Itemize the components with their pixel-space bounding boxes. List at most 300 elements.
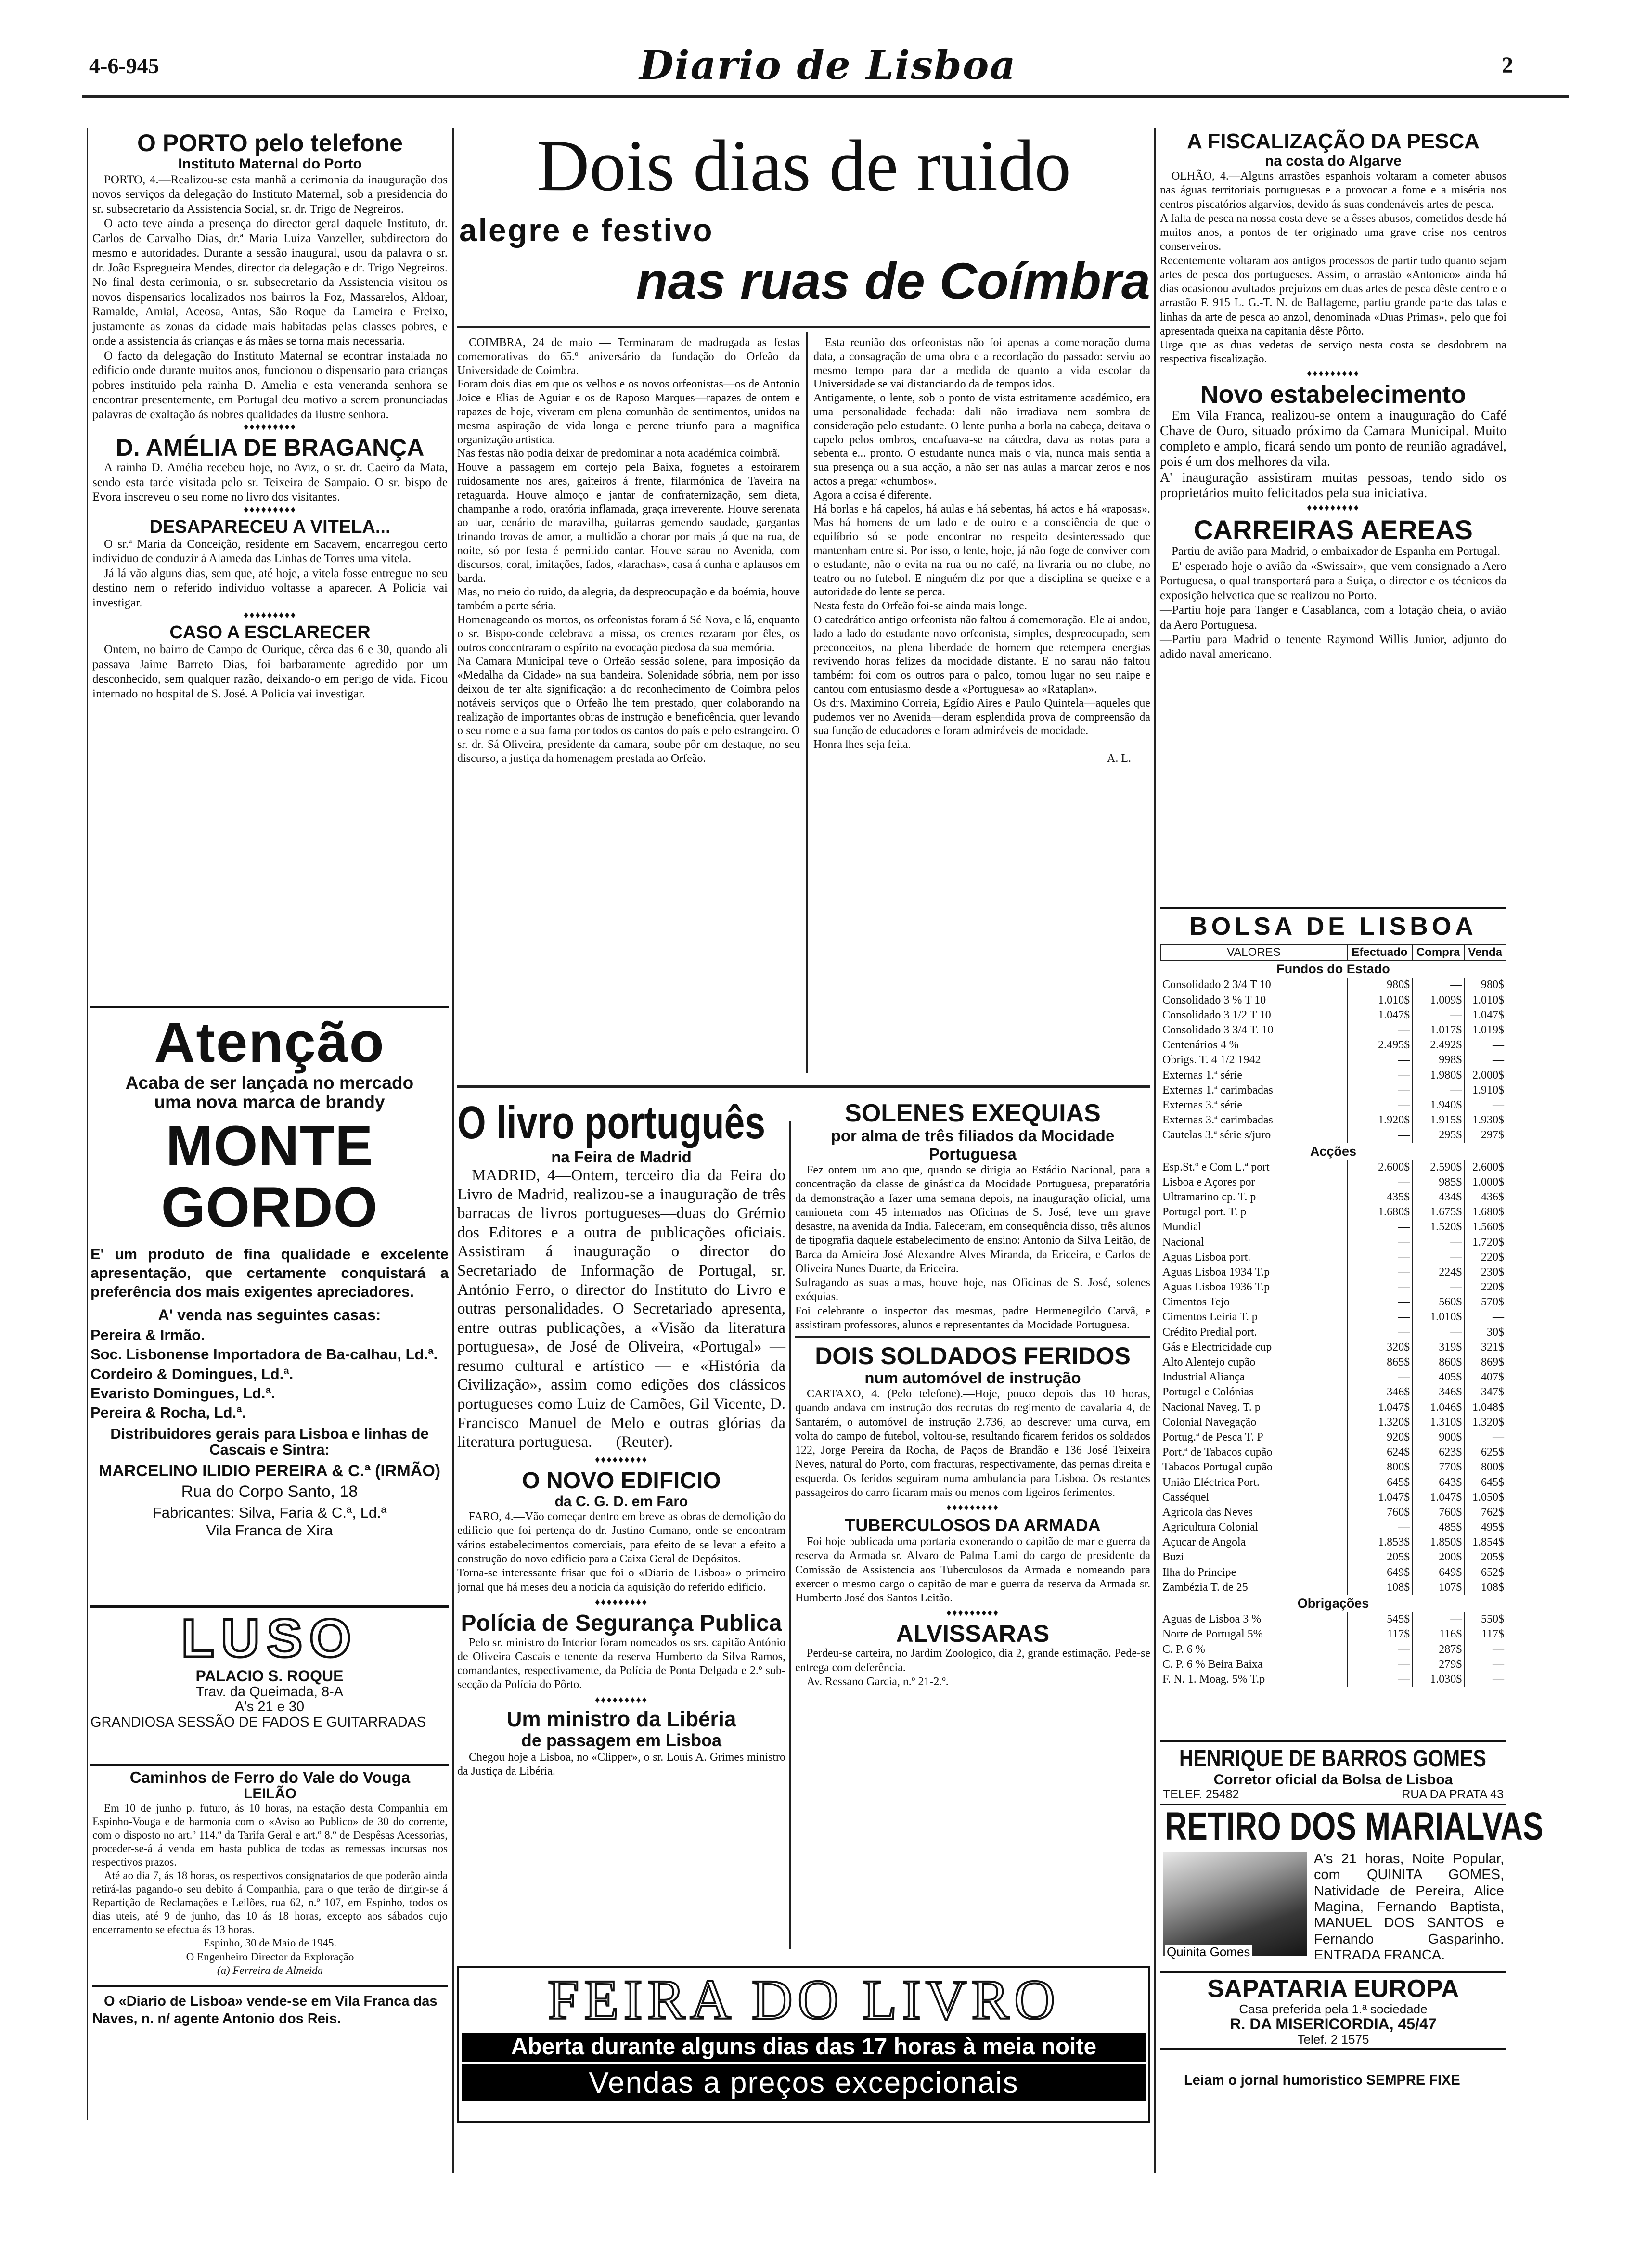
edificio-subhead: da C. G. D. em Faro	[554, 1493, 688, 1509]
caminhos-signature: O Engenheiro Director da Exploração	[186, 1950, 354, 1963]
bolsa-row	[1160, 1430, 1506, 1445]
brandy-distributor-name: MARCELINO ILIDIO PEREIRA & C.ª (IRMÃO)	[98, 1462, 441, 1481]
bolsa-price: 2.590$	[1412, 1160, 1464, 1175]
bolsa-row	[1160, 1415, 1506, 1430]
sapataria-line: Casa preferida pela 1.ª sociedade	[1239, 2002, 1428, 2017]
brandy-makers: Fabricantes: Silva, Faria & C.ª, Ld.ª	[152, 1504, 387, 1521]
column-rule	[806, 332, 808, 1073]
bolsa-price: 107$	[1412, 1580, 1464, 1595]
livro-paragraph: MADRID, 4—Ontem, terceiro dia da Feira do Livro de Madrid, realizou-se a inauguração de três barracas de livros portugueses—duas do Grémio dos Editores e a outra de publicações oficiais. Assistiram á inauguração o director do Secretariado de Informação de Portugal, sr. António Ferro, o director do Instituto do Livro e outras personalidades. O Secretariado apresenta, entre outras publicações, a «Visão da literatura portuguesa», de José de Oliveira, «Portugal» — resumo cultural e artístico — e «História da Civilização», assim como edições dos clássicos portugueses como Luiz de Camões, Gil Vicente, D. Francisco Manuel de Melo e outras glórias da literatura portuguesa. — (Reuter).	[457, 1166, 785, 1451]
brandy-town: Vila Franca de Xira	[206, 1522, 333, 1539]
bolsa-security: Casséquel	[1162, 1491, 1210, 1504]
bolsa-price: 321$	[1464, 1340, 1506, 1355]
sapataria-line: Telef. 2 1575	[1297, 2032, 1369, 2047]
bolsa-price: 1.009$	[1412, 993, 1464, 1008]
bolsa-price: —	[1412, 1083, 1464, 1098]
tuberculosos-paragraph: Foi hoje publicada uma portaria exonerando o capitão de mar e guerra da reserva da Armada sr. Alvaro de Palma Lami do cargo de presidente da Comissão de Assistencia aos Tuberculosos da Armada e nomeando para exercer o mesmo cargo o capitão de mar e guerra da reserva da Armada sr. Humberto José dos Santos Leitão.	[795, 1535, 1150, 1605]
alvissaras-address: Av. Ressano Garcia, n.º 21-2.º.	[807, 1675, 949, 1688]
caminhos-signature: (a) Ferreira de Almeida	[217, 1964, 323, 1976]
bolsa-price: 205$	[1347, 1550, 1412, 1565]
bolsa-row	[1160, 1355, 1506, 1370]
bolsa-price: 1.017$	[1412, 1023, 1464, 1038]
bolsa-row	[1160, 1310, 1506, 1325]
bolsa-price: 900$	[1412, 1430, 1464, 1445]
bolsa-security: Ilha do Príncipe	[1162, 1566, 1236, 1579]
bolsa-price: —	[1347, 1295, 1412, 1310]
bolsa-row	[1160, 993, 1506, 1008]
bolsa-security: Externas 3.ª carimbadas	[1162, 1114, 1273, 1127]
bolsa-price: 205$	[1464, 1550, 1506, 1565]
column-rule	[1154, 128, 1156, 2173]
bolsa-price: 1.047$	[1347, 1490, 1412, 1505]
coimbra-subhead: nas ruas de Coímbra	[636, 252, 1150, 310]
bolsa-price: 649$	[1412, 1565, 1464, 1580]
bolsa-section-row	[1160, 1595, 1506, 1612]
sapataria-title: SAPATARIA EUROPA	[1207, 1975, 1459, 2003]
brandy-address: Rua do Corpo Santo, 18	[181, 1482, 358, 1501]
bolsa-row	[1160, 1672, 1506, 1687]
bolsa-price: 117$	[1464, 1627, 1506, 1642]
henrique-ad	[1160, 1740, 1506, 1805]
luso-line: PALACIO S. ROQUE	[195, 1667, 344, 1685]
section-rule	[457, 1085, 1150, 1088]
soldados-paragraph: CARTAXO, 4. (Pelo telefone).—Hoje, pouco depois das 10 horas, quando andava em instrução dos recrutas do regimento de cavalaria 4, de Santarém, o automóvel de instrução 2.736, ao descrever uma curva, em volta do campo de futebol, voltou-se, resultando ficarem feridos os soldados 122, Jorge Pereira da Rocha, de Paços de Brandão e 136 José Teixeira Neves, natural do Porto, com fracturas, respectivamente, das pernas direita e esquerda. Os feridos seguiram numa ambulancia para Lisboa. Os restantes passageiros do carro ficaram mais ou menos com ligeiros ferimentos.	[795, 1388, 1150, 1499]
bolsa-price: —	[1347, 1265, 1412, 1280]
bolsa-price: 1.720$	[1464, 1235, 1506, 1250]
amelia-headline: D. AMÉLIA DE BRAGANÇA	[116, 434, 425, 461]
vitela-headline: DESAPARECEU A VITELA...	[149, 516, 391, 537]
carreiras-paragraph: Partiu de avião para Madrid, o embaixador de Espanha em Portugal. —E' esperado hoje o avião da «Swissair», que vem consignado a Aero Portuguesa, o qual transportará para a Suiça, o director e os técnicos da exposição helvetica que se realizou no Porto. —Partiu hoje para Tanger e Casablanca, com a lotação cheia, o avião da Aero Portuguesa. —Partiu para Madrid o tenente Raymond Willis Junior, adjunto do adido naval americano.	[1160, 545, 1506, 661]
bolsa-security: Açucar de Angola	[1162, 1536, 1246, 1549]
bolsa-row	[1160, 1490, 1506, 1505]
bolsa-price: 200$	[1412, 1550, 1464, 1565]
pesca-subhead: na costa do Algarve	[1265, 153, 1402, 169]
retiro-ad	[1160, 1804, 1544, 1968]
bolsa-row	[1160, 1265, 1506, 1280]
bolsa-price: 2.000$	[1464, 1068, 1506, 1083]
coimbra-rule	[457, 326, 1150, 328]
bolsa-row	[1160, 978, 1506, 992]
bolsa-price: 980$	[1464, 978, 1506, 992]
bolsa-security: Consolidado 3 1/2 T 10	[1162, 1008, 1271, 1021]
bolsa-price: 117$	[1347, 1627, 1412, 1642]
bolsa-row	[1160, 1565, 1506, 1580]
bolsa-price: —	[1347, 1128, 1412, 1143]
bolsa-price: —	[1347, 1235, 1412, 1250]
soldados-subhead: num automóvel de instrução	[864, 1369, 1081, 1387]
caminhos-subhead: LEILÃO	[244, 1785, 296, 1802]
bolsa-price: —	[1464, 1642, 1506, 1657]
bolsa-section-title: Acções	[1310, 1144, 1357, 1159]
bolsa-row	[1160, 1385, 1506, 1400]
newspaper-title: Diario de Lisboa	[639, 42, 1017, 89]
sapataria-line: R. DA MISERICORDIA, 45/47	[1230, 2015, 1437, 2033]
luso-line: GRANDIOSA SESSÃO DE FADOS E GUITARRADAS	[90, 1714, 426, 1730]
bolsa-security: Externas 1.ª carimbadas	[1162, 1083, 1273, 1096]
bolsa-price: 1.853$	[1347, 1535, 1412, 1550]
bolsa-row	[1160, 1370, 1506, 1385]
bolsa-price: 1.010$	[1464, 993, 1506, 1008]
bolsa-row	[1160, 1580, 1506, 1595]
bolsa-price: 800$	[1464, 1460, 1506, 1475]
bolsa-price: —	[1347, 1068, 1412, 1083]
brandy-ad	[90, 1006, 449, 1608]
soldados-headline: DOIS SOLDADOS FERIDOS	[815, 1342, 1131, 1370]
bolsa-row	[1160, 1475, 1506, 1490]
column-rule	[87, 128, 88, 2120]
bolsa-section-row	[1160, 1143, 1506, 1160]
bolsa-row	[1160, 1460, 1506, 1475]
bolsa-price: —	[1412, 1280, 1464, 1295]
bolsa-row	[1160, 1642, 1506, 1657]
bolsa-security: Agricultura Colonial	[1162, 1521, 1259, 1534]
brandy-shop: Pereira & Rocha, Ld.ª.	[90, 1404, 246, 1421]
page-number: 2	[1502, 52, 1513, 78]
luso-name: LUSO	[181, 1608, 358, 1668]
bolsa-security: Tabacos Portugal cupão	[1162, 1461, 1273, 1474]
coimbra-headline: Dois dias de ruido	[536, 125, 1071, 206]
bolsa-price: 865$	[1347, 1355, 1412, 1370]
retiro-title: RETIRO DOS MARIALVAS	[1165, 1804, 1544, 1848]
bolsa-price: —	[1464, 1038, 1506, 1053]
bolsa-price: 116$	[1412, 1627, 1464, 1642]
bolsa-security: Crédito Predial port.	[1162, 1326, 1257, 1339]
bolsa-price: —	[1464, 1098, 1506, 1113]
bolsa-row	[1160, 1190, 1506, 1205]
bolsa-security: Aguas Lisboa port.	[1162, 1250, 1251, 1263]
bolsa-security: Buzi	[1162, 1551, 1184, 1564]
alvissaras-paragraph: Perdeu-se carteira, no Jardim Zoologico, dia 2, grande estimação. Pede-se entrega com deferência.	[795, 1647, 1150, 1674]
brandy-sale: A' venda nas seguintes casas:	[158, 1306, 381, 1324]
caminhos-paragraph: Até ao dia 7, ás 18 horas, os respectivos consignatarios de que poderão ainda retirá-las pagando-o seu debito á Companhia, para o que terão de dirigir-se á Repartição de Reclamações e Leilões, rua 62, n.º 107, em Espinho, todos os dias uteis, até 9 de junho, das 10 ás 18 horas, excepto aos sábados cujo encerramento se efectua ás 13 horas.	[92, 1869, 448, 1936]
bolsa-price: 649$	[1347, 1565, 1412, 1580]
bolsa-price: —	[1412, 1250, 1464, 1265]
bolsa-price: —	[1347, 1220, 1412, 1235]
feira-line: Aberta durante alguns dias das 17 horas à meia noite	[462, 2033, 1146, 2062]
bolsa-price: 652$	[1464, 1565, 1506, 1580]
bolsa-price: 1.030$	[1412, 1672, 1464, 1687]
bolsa-price: 1.010$	[1347, 993, 1412, 1008]
bolsa-price: 224$	[1412, 1265, 1464, 1280]
bolsa-security: Ultramarino cp. T. p	[1162, 1190, 1256, 1203]
vitela-paragraph: Já lá vão alguns dias, sem que, até hoje, a vitela fosse entregue no seu destino nem o referido individuo voltasse a aparecer. A Policia vai investigar.	[92, 567, 448, 609]
liberia-headline: Um ministro da Libéria	[506, 1707, 736, 1731]
porto-paragraph: O acto teve ainda a presença do director geral daquele Instituto, dr. Carlos de Carvalho Dias, dr.ª Maria Luiza Vanzeller, subdirectora do mesmo e autoridades. Durante a sessão inaugural, usou da palavra o sr. dr. João Espregueira Mendes, director da delegação e dr. Trigo Negreiros. No final desta cerimonia, o sr. subsecretario da Assistencia visitou os novos dispensarios localizados nos bairros la Foz, Massarelos, Aldoar, Ramalde, Amial, Aceosa, Antas, São Roque da Lameira e Freixo, justamente as zonas da cidade mais habitadas pelas classes pobres, e onde a assistencia ás crianças e ás mães se torna mais necessaria.	[92, 217, 448, 348]
policia-paragraph: Pelo sr. ministro do Interior foram nomeados os srs. capitão António de Oliveira Cascais e tenente da reserva Humberto da Silva Ramos, comandantes, respectivamente, da Polícia de Ponta Delgada e 2.º sub-secção da Polícia do Pôrto.	[457, 1636, 785, 1691]
separator: ♦♦♦♦♦♦♦♦♦	[244, 504, 296, 515]
bolsa-price: —	[1347, 1175, 1412, 1190]
edificio-paragraph: FARO, 4.—Vão começar dentro em breve as obras de demolição do edificio que foi pertença do dr. Justino Cumano, onde se encontram vários estabelecimentos comerciais, para efeito de se levar a efeito a construção do novo edificio para a Caixa Geral de Depósitos. Torna-se interessante frisar que foi o «Diario de Lisboa» o primeiro jornal que há meses deu a noticia da aquisição do referido edificio.	[457, 1510, 785, 1594]
bolsa-price: 319$	[1412, 1340, 1464, 1355]
bolsa-security: Centenários 4 %	[1162, 1039, 1239, 1052]
bolsa-price: 108$	[1347, 1580, 1412, 1595]
brandy-shop: Evaristo Domingues, Ld.ª.	[90, 1384, 275, 1402]
henrique-address: RUA DA PRATA 43	[1402, 1788, 1504, 1802]
masthead	[0, 0, 1648, 96]
bolsa-price: 1.680$	[1464, 1205, 1506, 1220]
estabelecimento-headline: Novo estabelecimento	[1200, 380, 1466, 409]
bolsa-security: Aguas de Lisboa 3 %	[1162, 1613, 1262, 1626]
separator: ♦♦♦♦♦♦♦♦♦	[595, 1694, 648, 1705]
bolsa-price: —	[1464, 1310, 1506, 1325]
bolsa-security: Zambézia T. de 25	[1162, 1581, 1248, 1594]
coimbra-column	[813, 336, 1150, 766]
brandy-shop: Cordeiro & Domingues, Ld.ª.	[90, 1365, 294, 1382]
bolsa-row	[1160, 1235, 1506, 1250]
bolsa-row	[1160, 1445, 1506, 1460]
bolsa-price: 1.930$	[1464, 1113, 1506, 1128]
bolsa-row	[1160, 1053, 1506, 1068]
porto-paragraph: PORTO, 4.—Realizou-se esta manhã a cerimonia da inauguração dos novos serviços da delegação do Instituto Maternal, sob a presidencia do sr. subsecretario da Assistencia Social, sr. dr. Trigo de Negreiros.	[92, 173, 448, 216]
bolsa-price: 435$	[1347, 1190, 1412, 1205]
bolsa-price: 2.495$	[1347, 1038, 1412, 1053]
bolsa-price: 434$	[1412, 1190, 1464, 1205]
bolsa-price: 625$	[1464, 1445, 1506, 1460]
alvissaras-headline: ALVISSARAS	[896, 1620, 1050, 1648]
bolsa-price: 1.854$	[1464, 1535, 1506, 1550]
bolsa-security: Alto Alentejo cupão	[1162, 1356, 1256, 1369]
bolsa-security: Gás e Electricidade cup	[1162, 1340, 1272, 1353]
bolsa-security: Lisboa e Açores por	[1162, 1175, 1255, 1188]
bolsa-price: —	[1412, 978, 1464, 992]
coimbra-text: Esta reunião dos orfeonistas não foi apenas a comemoração duma data, a consagração de uma obra e a recordação do passado: serviu ao mesmo tempo para dar a medida de quanto a vida escolar da Universidade se vai distanciando da de tempos idos. Antigamente, o lente, sob o ponto de vista estritamente académico, era uma personalidade fechada: dali não irradiava nem sombra de consideração pelo estudante. O lente punha a borla na cabeça, deitava o capelo pelos ombros, encafuava-se na cátedra, dava as notas para a sebenta e... pronto. O estudante nunca mais o via, nunca mais sentia a sua presença ou a sua acção, a não ser nas aulas a marcar zeros e nos actos a pregar «chumbos». Agora a coisa é diferente. Há borlas e há capelos, há aulas e há sebentas, há actos e há «raposas». Mas há homens de um lado e de outro e a consciência de que o equilíbrio só se pode encontrar no respeito desinteressado que mantenham entre si. Por isso, o lente, hoje, já não foge de conviver com o estudante, não o evita na rua ou no café, na livraria ou no clube, no teatro ou no futebol. E ninguém diz por que a disciplina se queixe e a autoridade do lente se perca. Nesta festa do Orfeão foi-se ainda mais longe. O catedrático antigo orfeonista não faltou á comemoração. Ele ai andou, lado a lado do estudante novo orfeonista, simples, despreocupado, sem preconceitos, na plena liberdade de homem que retempera energias revivendo horas felizes da mocidade distante. E no sarau não faltou também: foi com os outros para o palco, tomou lugar no seu naipe e cantou com entusiasmo desde a «Portuguesa» ao «Rataplan». Os drs. Maximino Correia, Egídio Aires e Paulo Quintela—aqueles que pudemos ver no Avenida—deram esplendida prova de compreensão da sua função de educadores e foram admiráveis de mocidade. Honra lhes seja feita.	[813, 336, 1150, 751]
bolsa-security: Consolidado 2 3/4 T 10	[1162, 979, 1271, 992]
bolsa-grid	[1160, 944, 1506, 1687]
luso-ad	[90, 1608, 449, 1766]
bolsa-price: 485$	[1412, 1520, 1464, 1535]
bolsa-row	[1160, 1220, 1506, 1235]
bolsa-security: Portugal port. T. p	[1162, 1206, 1247, 1219]
bolsa-price: —	[1464, 1053, 1506, 1068]
bolsa-price: 297$	[1464, 1128, 1506, 1143]
bolsa-price: —	[1347, 1053, 1412, 1068]
bolsa-price: 623$	[1412, 1445, 1464, 1460]
estabelecimento-paragraph: Em Vila Franca, realizou-se ontem a inauguração do Café Chave de Ouro, situado próximo da Camara Municipal. Muito completo e amplo, ficará sendo um ponto de reunião agradável, pois é um dos melhores da vila. A' inauguração assistiram muitas pessoas, tendo sido os proprietários muito felicitados pela sua iniciativa.	[1160, 408, 1506, 501]
bolsa-security: Cautelas 3.ª série s/juro	[1162, 1129, 1271, 1142]
photo-caption: Quinita Gomes	[1165, 1945, 1252, 1959]
sempre-fixe-note: Leiam o jornal humoristico SEMPRE FIXE	[1184, 2073, 1460, 2088]
bolsa-security: Cimentos Leiria T. p	[1162, 1311, 1258, 1324]
henrique-title: HENRIQUE DE BARROS GOMES	[1179, 1745, 1486, 1772]
bolsa-security: Aguas Lisboa 1936 T.p	[1162, 1281, 1270, 1294]
livro-subhead: na Feira de Madrid	[551, 1148, 692, 1166]
luso-line: A's 21 e 30	[234, 1699, 305, 1714]
edificio-headline: O NOVO EDIFICIO	[522, 1468, 721, 1494]
bolsa-price: 624$	[1347, 1445, 1412, 1460]
bolsa-security: União Eléctrica Port.	[1162, 1476, 1260, 1489]
bolsa-header: VALORES	[1160, 944, 1347, 960]
bolsa-price: 1.050$	[1464, 1490, 1506, 1505]
bolsa-row	[1160, 1083, 1506, 1098]
bolsa-price: —	[1412, 1612, 1464, 1627]
bolsa-price: —	[1347, 1098, 1412, 1113]
bolsa-price: 645$	[1464, 1475, 1506, 1490]
bolsa-price: 1.047$	[1464, 1008, 1506, 1023]
policia-headline: Polícia de Segurança Publica	[461, 1610, 782, 1636]
bolsa-price: 1.560$	[1464, 1220, 1506, 1235]
caso-paragraph: Ontem, no bairro de Campo de Ourique, cêrca das 6 e 30, quando ali passava Jaime Barreto Dias, foi barbaramente agredido por um desconhecido, sem qualquer razão, deixando-o em perigo de vida. Ficou internado no hospital de S. José. A Policia vai investigar.	[92, 643, 448, 700]
bolsa-price: 760$	[1347, 1505, 1412, 1520]
bolsa-price: 220$	[1464, 1280, 1506, 1295]
separator: ♦♦♦♦♦♦♦♦♦	[244, 610, 296, 621]
bolsa-price: 1.047$	[1347, 1400, 1412, 1415]
bolsa-price: 346$	[1412, 1385, 1464, 1400]
bolsa-security: Port.ª de Tabacos cupão	[1162, 1446, 1273, 1459]
bolsa-section-row	[1160, 960, 1506, 978]
coimbra-signature: A. L.	[1107, 752, 1131, 765]
bolsa-security: Nacional	[1162, 1236, 1204, 1249]
separator: ♦♦♦♦♦♦♦♦♦	[946, 1608, 999, 1619]
bolsa-price: 1.915$	[1412, 1113, 1464, 1128]
brandy-description: E' um produto de fina qualidade e excelente apresentação, que certamente conquistará a preferência dos mais exigentes apreciadores.	[90, 1246, 449, 1300]
bolsa-price: 1.940$	[1412, 1098, 1464, 1113]
bolsa-row	[1160, 1325, 1506, 1340]
bolsa-price: 762$	[1464, 1505, 1506, 1520]
caso-headline: CASO A ESCLARECER	[169, 622, 371, 643]
bolsa-price: 1.047$	[1347, 1008, 1412, 1023]
bolsa-security: Esp.St.º e Com L.ª port	[1162, 1160, 1270, 1173]
bolsa-price: 980$	[1347, 978, 1412, 992]
feira-livro-ad	[457, 1966, 1150, 2123]
bolsa-table	[1160, 907, 1506, 1687]
brandy-distributors: Distribuidores gerais para Lisboa e linhas de Cascais e Sintra:	[110, 1425, 429, 1458]
bolsa-price: 220$	[1464, 1250, 1506, 1265]
bolsa-security: Externas 1.ª série	[1162, 1069, 1242, 1082]
bolsa-title: BOLSA DE LISBOA	[1189, 913, 1477, 941]
retiro-text: A's 21 horas, Noite Popular, com QUINITA GOMES, Natividade de Pereira, Alice Magina, Fernando Baptista, MANUEL DOS SANTOS e Fernando Gasparinho. ENTRADA FRANCA.	[1314, 1851, 1504, 1963]
exequias-subhead: por alma de três filiados da Mocidade Portuguesa	[831, 1127, 1115, 1163]
bolsa-row	[1160, 1250, 1506, 1265]
livro-article	[457, 1097, 785, 1778]
bolsa-price: —	[1347, 1280, 1412, 1295]
brandy-shop: Pereira & Irmão.	[90, 1327, 205, 1344]
bolsa-row	[1160, 1038, 1506, 1053]
bolsa-security: Portug.ª de Pesca T. P	[1162, 1430, 1263, 1443]
bolsa-price: 108$	[1464, 1580, 1506, 1595]
bolsa-security: Consolidado 3 3/4 T. 10	[1162, 1024, 1274, 1036]
bolsa-price: —	[1347, 1310, 1412, 1325]
livro-headline: O livro português	[457, 1097, 766, 1148]
bolsa-price: 760$	[1412, 1505, 1464, 1520]
bolsa-security: Aguas Lisboa 1934 T.p	[1162, 1265, 1270, 1278]
bolsa-section-title: Obrigações	[1297, 1596, 1369, 1611]
bolsa-price: 1.046$	[1412, 1400, 1464, 1415]
bolsa-price: 407$	[1464, 1370, 1506, 1385]
bolsa-price: —	[1464, 1430, 1506, 1445]
separator: ♦♦♦♦♦♦♦♦♦	[1307, 368, 1360, 379]
bolsa-price: 550$	[1464, 1612, 1506, 1627]
henrique-phone: TELEF. 25482	[1163, 1788, 1239, 1802]
bolsa-price: 405$	[1412, 1370, 1464, 1385]
bolsa-price: 30$	[1464, 1325, 1506, 1340]
coimbra-column	[457, 336, 800, 766]
bolsa-price: 1.680$	[1347, 1205, 1412, 1220]
bolsa-price: 1.910$	[1464, 1083, 1506, 1098]
bolsa-row	[1160, 1023, 1506, 1038]
coimbra-kicker: alegre e festivo	[459, 212, 714, 248]
caminhos-paragraph: Em 10 de junho p. futuro, ás 10 horas, na estação desta Companhia em Espinho-Vouga e de harmonia com o «Aviso ao Publico» de 30 do corrente, com o disposto no art.º 114.º da Tarifa Geral e art.º 8.º de Despêsas Acessorias, proceder-se-á á venda em hasta publica de todas as remessas incursas nos respectivos prazos.	[92, 1802, 448, 1869]
bolsa-price: 645$	[1347, 1475, 1412, 1490]
bolsa-price: 347$	[1464, 1385, 1506, 1400]
bolsa-price: 495$	[1464, 1520, 1506, 1535]
bolsa-row	[1160, 1535, 1506, 1550]
bolsa-price: —	[1464, 1657, 1506, 1672]
bolsa-price: 2.600$	[1347, 1160, 1412, 1175]
bolsa-price: 1.850$	[1412, 1535, 1464, 1550]
bolsa-price: 346$	[1347, 1385, 1412, 1400]
column-left	[92, 130, 448, 701]
exequias-headline: SOLENES EXEQUIAS	[845, 1099, 1101, 1127]
bolsa-row	[1160, 1160, 1506, 1175]
bolsa-price: —	[1347, 1370, 1412, 1385]
bolsa-row	[1160, 1520, 1506, 1535]
bolsa-row	[1160, 1400, 1506, 1415]
henrique-subtitle: Corretor oficial da Bolsa de Lisboa	[1213, 1772, 1453, 1788]
bolsa-price: 920$	[1347, 1430, 1412, 1445]
brandy-attention: Atenção	[154, 1011, 385, 1074]
bolsa-price: 643$	[1412, 1475, 1464, 1490]
porto-subhead: Instituto Maternal do Porto	[178, 156, 362, 172]
bolsa-row	[1160, 1505, 1506, 1520]
bolsa-price: 545$	[1347, 1612, 1412, 1627]
bolsa-price: 436$	[1464, 1190, 1506, 1205]
bolsa-row	[1160, 1098, 1506, 1113]
liberia-subhead: de passagem em Lisboa	[521, 1730, 722, 1751]
bolsa-price: —	[1347, 1083, 1412, 1098]
bolsa-security: C. P. 6 % Beira Baixa	[1162, 1658, 1263, 1671]
bolsa-price: 1.010$	[1412, 1310, 1464, 1325]
bolsa-price: —	[1347, 1023, 1412, 1038]
luso-line: Trav. da Queimada, 8-A	[195, 1684, 344, 1700]
bolsa-price: 1.000$	[1464, 1175, 1506, 1190]
bolsa-price: —	[1412, 1235, 1464, 1250]
bolsa-price: 287$	[1412, 1642, 1464, 1657]
bolsa-price: —	[1347, 1520, 1412, 1535]
bolsa-security: C. P. 6 %	[1162, 1643, 1205, 1656]
bolsa-security: Norte de Portugal 5%	[1162, 1628, 1263, 1641]
bolsa-security: F. N. 1. Moag. 5% T.p	[1162, 1673, 1265, 1686]
bolsa-price: 1.920$	[1347, 1113, 1412, 1128]
bolsa-security: Portugal e Colónias	[1162, 1386, 1254, 1399]
exequias-paragraph: Fez ontem um ano que, quando se dirigia ao Estádio Nacional, para a concentração da classe de ginástica da Mocidade Portuguesa, preparatória da demonstração a fazer uma semana depois, na inauguração oficial, uma camioneta com 45 internados nas Oficinas de S. José, teve um grave desastre, na avenida da India. Faleceram, em consequência disso, três alunos de tipografia daquele estabelecimento de ensino: Antonio da Silva Leitão, de Barca da Amieira José Alexandre Alves Miranda, da Ericeira, e Carlos de Oliveira Nunes Duarte, da Ericeira. Sufragando as suas almas, houve hoje, nas Oficinas de S. José, solenes exéquias. Foi celebrante o inspector das mesmas, padre Hermenegildo Carvã, e assistiram professores, alunos e representantes da Mocidade Portuguesa.	[795, 1164, 1150, 1331]
bolsa-price: 2.492$	[1412, 1038, 1464, 1053]
bolsa-price: 570$	[1464, 1295, 1506, 1310]
bolsa-price: —	[1347, 1642, 1412, 1657]
caminhos-notice	[92, 1769, 448, 2027]
bolsa-row	[1160, 1113, 1506, 1128]
bolsa-price: —	[1412, 1008, 1464, 1023]
bolsa-price: 770$	[1412, 1460, 1464, 1475]
carreiras-headline: CARREIRAS AEREAS	[1194, 515, 1473, 545]
bolsa-row	[1160, 1280, 1506, 1295]
bolsa-price: —	[1347, 1672, 1412, 1687]
bolsa-price: 860$	[1412, 1355, 1464, 1370]
bolsa-row	[1160, 1550, 1506, 1565]
bolsa-price: 2.600$	[1464, 1160, 1506, 1175]
bolsa-price: 1.019$	[1464, 1023, 1506, 1038]
liberia-paragraph: Chegou hoje a Lisboa, no «Clipper», o sr. Louis A. Grimes ministro da Justiça da Libéria.	[457, 1751, 785, 1778]
bolsa-row	[1160, 1612, 1506, 1627]
bolsa-price: —	[1347, 1657, 1412, 1672]
bolsa-price: 1.048$	[1464, 1400, 1506, 1415]
amelia-paragraph: A rainha D. Amélia recebeu hoje, no Aviz, o sr. dr. Caeiro da Mata, sendo esta tarde visitada pelo sr. Teixeira de Sampaio. O sr. bispo de Evora inscreveu o seu nome no livro dos visitantes.	[92, 461, 448, 503]
bolsa-security: Externas 3.ª série	[1162, 1098, 1242, 1111]
bolsa-price: 998$	[1412, 1053, 1464, 1068]
bolsa-price: —	[1412, 1325, 1464, 1340]
singer-photo	[1163, 1852, 1307, 1956]
column-rule	[452, 128, 454, 2173]
masthead-rule	[82, 95, 1569, 98]
